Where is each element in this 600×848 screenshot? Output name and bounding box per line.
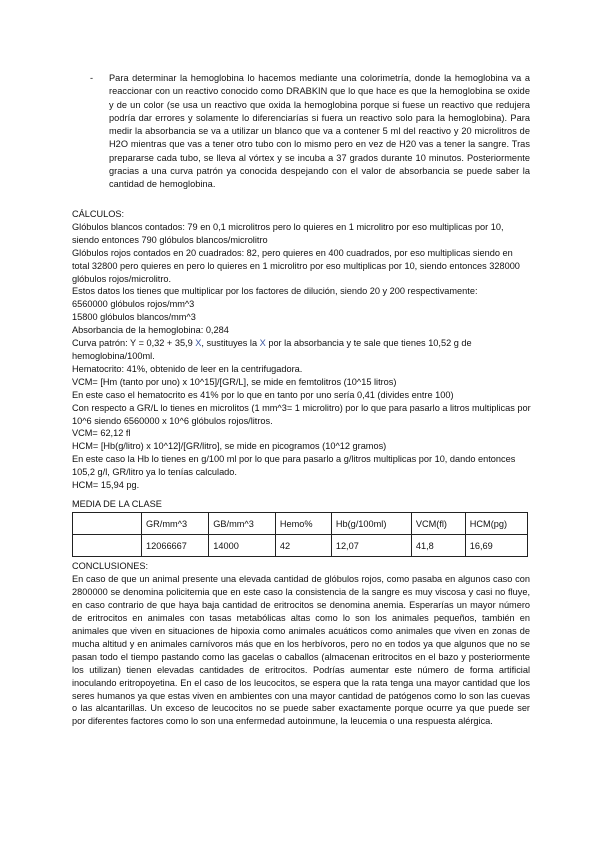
calc-line: Glóbulos blancos contados: 79 en 0,1 microlitros pero lo quieres en 1 microlitro por eso multiplicas por 10, siendo entonces 790 glóbulos blancos/microlitro <box>72 221 504 245</box>
table-cell: 42 <box>275 535 331 557</box>
calc-line: Estos datos los tienes que multiplicar por los factores de dilución, siendo 20 y 200 respectivamente: <box>72 286 478 297</box>
table-header-row <box>73 513 528 535</box>
calc-line: En este caso el hematocrito es 41% por lo que en tanto por uno sería 0,41 (divides entre 100) <box>72 389 454 400</box>
calc-line: 6560000 glóbulos rojos/mm^3 <box>72 299 195 310</box>
bullet-paragraph: Para determinar la hemoglobina lo hacemos mediante una colorimetría, donde la hemoglobina va a reaccionar con un reactivo conocido como DRABKIN que lo que hace es que la hemoglobina se oxide y de un color (se usa un reactivo que oxida la hemoglobina porque si fuese un reactivo que redujera podría dar errores y solamente lo diferenciarías si fuera un reactivo solo para la hemoglobina). Para medir la absorbancia se va a utilizar un blanco que va a contener 5 ml del reactivo y 20 microlitros de H2O mientras que vas a tener otro tubo con lo mismo pero en vez de H20 vas a tener la sangre. Tras prepararse cada tubo, se lleva al vórtex y se incuba a 37 grados durante 10 minutos. Posteriormente gracias a una curva patrón ya conocida despejando con el valor de absorbancia se puede saber la cantidad de hemoglobina. <box>109 73 530 190</box>
variable-x: X <box>195 338 202 349</box>
calc-line: HCM= [Hb(g/litro) x 10^12]/[GR/litro], se mide en picogramos (10^12 gramos) <box>72 441 387 452</box>
table-cell: 41,8 <box>411 535 465 557</box>
conclusiones-title: CONCLUSIONES: <box>72 561 149 571</box>
table-cell <box>73 535 142 557</box>
table-cell: 16,69 <box>465 535 527 557</box>
table-cell: 12066667 <box>142 535 209 557</box>
table-cell: Hb(g/100ml) <box>331 513 411 535</box>
table-cell: GB/mm^3 <box>209 513 276 535</box>
calc-line: En este caso la Hb lo tienes en g/100 ml por lo que para pasarlo a g/litros multiplicas por 10, dando entonces 105,2 g/l, GR/litro ya lo tenías calculado. <box>72 454 516 478</box>
calc-line: Glóbulos rojos contados en 20 cuadrados: 82, pero quieres en 400 cuadrados, por eso multiplicas siendo en total 32800 pero quieres en pero lo quieres en 1 microlitro por eso multiplicas por 10, siendo entonces 328000 glóbulos rojos/microlitro. <box>72 247 520 284</box>
calc-line: Con respecto a GR/L lo tienes en microlitos (1 mm^3= 1 microlitro) por lo que para pasarlo a litros multiplicas por 10^6 siendo 6560000 x 10^6 glóbulos rojos/litros. <box>72 402 531 426</box>
media-table <box>72 512 528 557</box>
calc-line: 15800 glóbulos blancos/mm^3 <box>72 312 196 323</box>
table-cell: VCM(fl) <box>411 513 465 535</box>
table-cell: 12,07 <box>331 535 411 557</box>
calc-line: Absorbancia de la hemoglobina: 0,284 <box>72 325 229 336</box>
curva-patron-line: Curva patrón: Y = 0,32 + 35,9 X, sustituyes la X por la absorbancia y te sale que tienes 10,52 g de hemoglobina/100ml. <box>72 338 472 361</box>
calc-line: VCM= 62,12 fl <box>72 428 131 439</box>
calc-line: Hematocrito: 41%, obtenido de leer en la centrifugadora. <box>72 363 303 374</box>
table-cell: HCM(pg) <box>465 513 527 535</box>
hemoglobin-bullet <box>90 72 530 192</box>
table-cell <box>73 513 142 535</box>
calc-line: VCM= [Hm (tanto por uno) x 10^15]/[GR/L], se mide en femtolitros (10^15 litros) <box>72 376 397 387</box>
table-cell: GR/mm^3 <box>142 513 209 535</box>
calc-line: HCM= 15,94 pg. <box>72 480 140 491</box>
table-cell: 14000 <box>209 535 276 557</box>
variable-x: X <box>259 338 266 349</box>
bullet-marker: - <box>90 73 94 83</box>
conclusiones-section <box>72 560 530 728</box>
calculos-section <box>72 208 532 492</box>
conclusiones-paragraph: En caso de que un animal presente una elevada cantidad de glóbulos rojos, como pasaba en algunos caso con 2800000 se denomina policitemia que en este caso la consistencia de la sangre es muy viscosa y casi no fluye, en caso contrario de que haya baja cantidad de eritrocitos se denomina anemia. Esperarías un mayor número de eritrocitos en animales con tasas metabólicas altas como lo son los animales pequeños, también en animales que viven en situaciones de hipoxia como animales acuáticos como animales que viven en zonas de mucha altitud y en animales carnívoros más que en los herbívoros, pero no en todos ya que algunos que no se pasan todo el tiempo pastando como las gacelas o caballos (almacenan eritrocitos en el bazo y posteriormente los utilizan) tienen elevadas cantidades de eritrocitos. Podrías aumentar este número de forma artificial inoculando eritropoyetina. En el caso de los leucocitos, se espera que la rata tenga una mayor cantidad que los seres humanos ya que estas viven en ambientes con una mayor cantidad de patógenos como lo son las cuevas o las alcantarillas. Un exceso de leucocitos no se puede saber exactamente porque ocurre ya que puede ser por diferentes factores como lo son una enfermedad autoinmune, la leucemia o una respuesta alérgica. <box>72 573 530 727</box>
table-row <box>73 535 528 557</box>
calculos-title: CÁLCULOS: <box>72 209 125 219</box>
media-title: MEDIA DE LA CLASE <box>72 499 162 509</box>
table-cell: Hemo% <box>275 513 331 535</box>
